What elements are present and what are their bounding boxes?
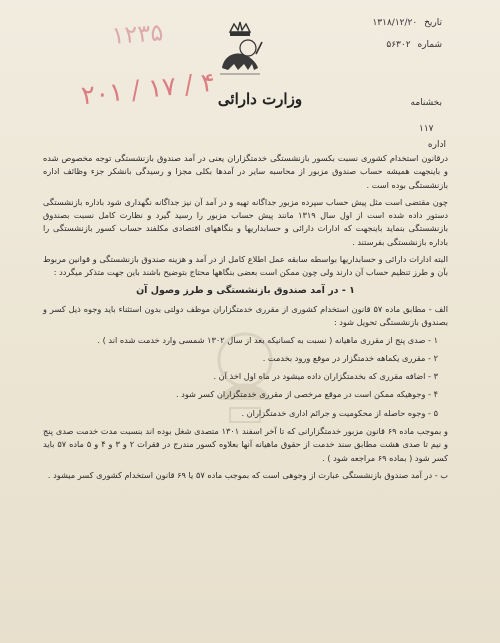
paragraph-1: درقانون استخدام کشوری نسبت بکسور بازنشستگی خدمتگزاران یعنی در آمد صندوق بازنشستگی توجه مخصوص شده و باینجهت همیشه حساب صندوق مزبور از محاسبه سایر در آمدها بکلی مجزا و رسیدگی بانشکر جزء وظائف اداره بازنشستگی بوده است . — [43, 153, 448, 190]
date-value: ۱۳۱۸/۱۲/۲۰ — [372, 18, 418, 28]
ministry-title: وزارت دارائی — [217, 90, 303, 108]
document-meta — [372, 12, 442, 56]
list-item: ۳ - اضافه مقرری که بخدمتگزاران داده میشود در ماه اول اخذ آن . — [213, 371, 438, 382]
circular-number: ۱۱۷ — [419, 124, 434, 134]
lion-and-sun-emblem-icon — [208, 18, 272, 86]
number-value: ۵۶۳۰۲ — [386, 40, 411, 50]
letter-body — [43, 152, 448, 486]
section-intro: الف - مطابق ماده ۵۷ قانون استخدام کشوری از مقرری خدمتگزاران موظف دولتی بدون استثناء باید وجوه ذیل کسر و بصندوق بازنشستگی تحویل شود : — [43, 303, 448, 328]
paragraph-4: و بموجب ماده ۶۹ قانون مزبور خدمتگزارانی که تا آخر اسفند ۱۳۰۱ متصدی شغل بوده اند بنسبت مدت خدمت صدی پنج و نیم تا صدی هشت مطابق سند خدمت از حقوق ماهیانه آنها بعلاوه کسور مندرج در فقرات ۲ و ۳ و ۴ و ۵ ماده ۵۷ باید کسر شود ( بماده ۶۹ مراجعه شود ) . — [43, 426, 449, 463]
circular-label: بخشنامه — [410, 98, 442, 108]
date-row — [372, 12, 442, 34]
paragraph-5: ب - در آمد صندوق بازنشستگی عبارت از وجوهی است که بموجب ماده ۵۷ یا ۶۹ قانون استخدام کشوری کسر میشود . — [47, 469, 448, 480]
list-item: ۴ - وجوهیکه ممکن است در موقع مرخصی از مقرری خدمتگزاران کسر شود . — [175, 389, 438, 400]
section-heading: ۱ - در آمد صندوق بازنشستگی و طرز وصول آن — [136, 284, 355, 296]
list-item: ۵ - وجوه حاصله از محکومیت و جرائم اداری خدمتگزاران . — [241, 407, 438, 418]
date-label: تاریخ — [424, 18, 442, 28]
handwritten-stamp-top: ۱۲۳۵ — [110, 18, 165, 50]
number-label: شماره — [417, 40, 442, 50]
circular-block — [411, 90, 442, 142]
list-item: ۱ - صدی پنج از مقرری ماهیانه ( نسبت به کسانیکه بعد از سال ۱۳۰۲ شمسی وارد خدمت شده اند ) . — [97, 334, 438, 345]
recipient-line: اداره — [427, 140, 446, 150]
handwritten-stamp-reference: ۲۰۱ / ۱۷ / ۴ — [79, 67, 217, 112]
paragraph-3: البته ادارات دارائی و حسابداریها بواسطه سابقه عمل اطلاع کامل از در آمد و هزینه صندوق بازنشستگی و قوانین مربوط بآن و طرز تنظیم حساب آن دارند ولی چون ممکن است بعضی بنگاهها محتاج بتوضیح باشند باین جهت متذکر میگردد : — [43, 254, 448, 278]
number-row — [372, 34, 442, 56]
paragraph-2: چون مقتضی است مثل پیش حساب سپرده مزبور جداگانه تهیه و در آمد آن نیز جداگانه نگهداری شود باداره بازنشستگی دستور داده شده است از اول سال ۱۳۱۹ مانند پیش حساب مزبور را رسید گیرد و نظارت کامل نسبت بصندوق بازنشستگی بنماید باینجهت که ادارات دارائی و حسابداریها و بنگاههای اقتصادی مکلفند حساب کسور بازنشستگی را باداره بازنشستگی بفرستند . — [43, 196, 448, 247]
list-item: ۲ - مقرری یکماهه خدمتگزار در موقع ورود بخدمت . — [262, 352, 438, 363]
